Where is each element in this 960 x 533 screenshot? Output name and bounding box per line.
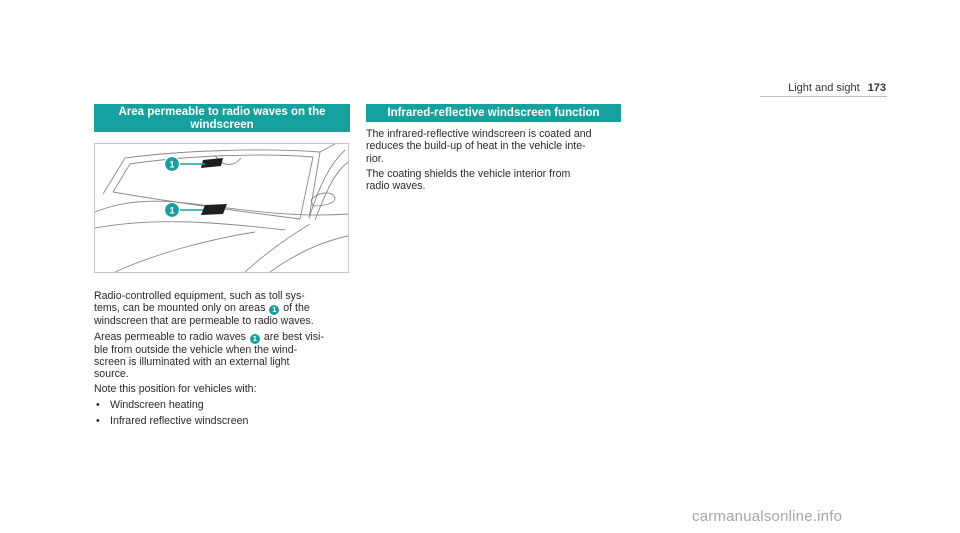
text-line: Radio-controlled equipment, such as toll sys- [94,290,305,302]
text-line: Note this position for vehicles with: [94,383,257,396]
callout-badge: 1 [250,334,260,344]
left-body-text [94,290,350,427]
text-line [94,302,350,315]
heading-line-1: Area permeable to radio waves on the [118,106,326,118]
callout-label-2: 1 [169,205,175,216]
text-line: screen is illuminated with an external light [94,355,290,368]
callout-badge: 1 [269,305,279,315]
paragraph-2 [366,168,621,193]
feature-list [94,399,350,428]
text-run: Areas permeable to radio waves [94,330,246,343]
text-line [94,331,350,344]
list-item [94,399,350,411]
text-line: The infrared-reflective windscreen is coated and [366,128,592,140]
text-line: The coating shields the vehicle interior from [366,167,571,180]
callout-label-1: 1 [169,159,175,170]
text-line: reduces the build-up of heat in the vehicle inte- [366,140,586,153]
text-line: radio waves. [366,180,426,193]
section-heading-infrared: Infrared-reflective windscreen function [366,104,621,122]
section-heading-radio-waves [94,104,350,132]
page-header [788,82,886,94]
list-item-text: Windscreen heating [110,398,204,411]
paragraph-1 [366,128,621,165]
header-rule [760,96,887,97]
text-line: source. [94,368,129,381]
paragraph-3 [94,383,350,395]
text-run: tems, can be mounted only on areas [94,302,266,315]
bullet-icon: • [96,415,100,428]
mid-body-text [366,128,621,192]
list-item [94,415,350,427]
windscreen-illustration [94,143,349,273]
text-run: of the [283,302,310,315]
list-item-text: Infrared reflective windscreen [110,415,249,428]
text-line: rior. [366,152,384,165]
left-column [94,104,350,431]
watermark-text: carmanualsonline.info [692,508,843,525]
paragraph-2 [94,331,350,381]
paragraph-1 [94,290,350,328]
middle-column [366,104,621,195]
header-section-title: Light and sight [788,82,860,94]
text-line: windscreen that are permeable to radio waves. [94,315,314,328]
heading-line-2: windscreen [190,119,254,131]
bullet-icon: • [96,398,100,411]
permeable-area-top [201,158,223,168]
permeable-area-bottom [201,204,227,215]
text-line: ble from outside the vehicle when the wind- [94,343,298,356]
windscreen-drawing [95,144,348,272]
page-number: 173 [867,82,886,94]
text-run: are best visi- [263,330,324,343]
